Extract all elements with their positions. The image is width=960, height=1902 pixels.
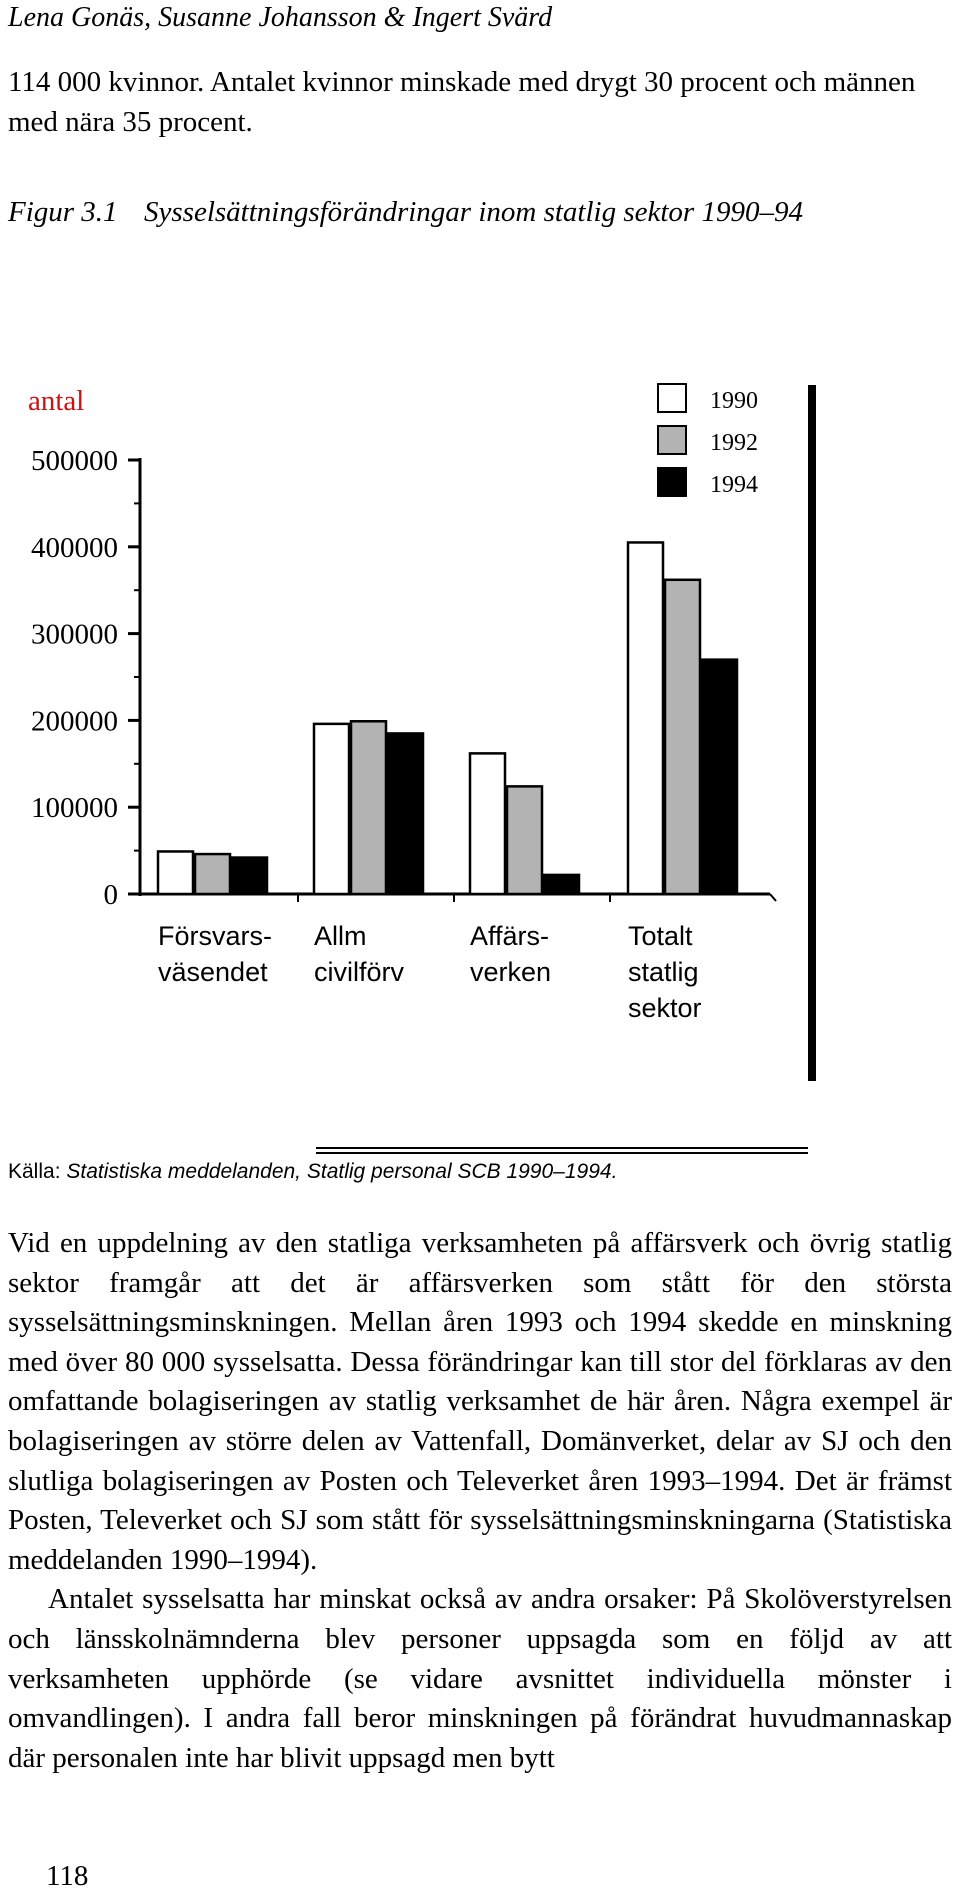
y-tick-label: 500000 bbox=[31, 445, 118, 477]
bar-1990 bbox=[470, 753, 505, 894]
source-note bbox=[8, 1160, 617, 1184]
x-axis-end bbox=[770, 894, 776, 901]
page-number: 118 bbox=[46, 1860, 89, 1892]
source-text: Statistiska meddelanden, Statlig personal SCB 1990–1994. bbox=[66, 1160, 618, 1183]
x-category-label: statlig bbox=[628, 957, 699, 987]
x-category-label: väsendet bbox=[158, 957, 268, 987]
y-axis-label: antal bbox=[28, 385, 85, 417]
y-tick-label: 0 bbox=[103, 879, 118, 911]
bar-1994 bbox=[544, 875, 579, 894]
legend-label-1994: 1994 bbox=[710, 472, 758, 498]
legend-label-1990: 1990 bbox=[710, 388, 758, 414]
x-category-label: Totalt bbox=[628, 921, 693, 951]
bar-1992 bbox=[507, 786, 542, 894]
bar-1990 bbox=[158, 851, 193, 894]
bar-chart bbox=[0, 370, 960, 1090]
x-category-label: Försvars- bbox=[158, 921, 272, 951]
y-tick-label: 300000 bbox=[31, 618, 118, 651]
body-paragraph: Vid en uppdelning av den statliga verksamheten på affärsverk och övrig statlig sektor framgår att det är affärsverken som stått för den största sysselsättningsminskningen. Mellan åren 1993 och 1994 skedde en minskning med över 80 000 sysselsatta. Dessa förändringar kan till stor del förklaras av den omfattande bolagiseringen av statlig verksamhet de här åren. Några exempel är bolagiseringen av större delen av Vattenfall, Domänverket, delar av SJ och den slutliga bolagiseringen av Posten och Televerket åren 1993–1994. Det är främst Posten, Televerket och SJ som stått för sysselsättningsminskningarna (Statistiska meddelanden 1990–1994). bbox=[8, 1227, 952, 1576]
body-paragraph: Antalet sysselsatta har minskat också av andra orsaker: På Skolöverstyrelsen och länsskolnämnderna blev personer uppsagda som en följd av att verksamheten upphörde (se vidare avsnittet individuella mönster i omvandlingen). I andra fall beror minskningen på förändrat huvudmannaskap där personalen inte har blivit uppsagd men bytt bbox=[8, 1583, 952, 1774]
y-tick-label: 400000 bbox=[31, 531, 118, 564]
legend-swatch-1990 bbox=[658, 384, 686, 412]
y-tick-label: 100000 bbox=[31, 792, 118, 825]
bar-1992 bbox=[351, 721, 386, 894]
running-header: Lena Gonäs, Susanne Johansson & Ingert Svärd bbox=[8, 2, 553, 33]
source-divider bbox=[316, 1147, 808, 1154]
x-category-label: civilförv bbox=[314, 957, 405, 987]
figure-frame-bar bbox=[808, 385, 816, 1081]
bar-1994 bbox=[232, 858, 267, 894]
figure-title: Sysselsättningsförändringar inom statlig sektor 1990–94 bbox=[144, 196, 803, 228]
legend-swatch-1994 bbox=[658, 468, 686, 496]
figure-label: Figur 3.1 bbox=[8, 196, 118, 228]
x-category-label: sektor bbox=[628, 993, 702, 1023]
bar-1994 bbox=[388, 733, 423, 894]
x-category-label: verken bbox=[470, 957, 552, 987]
bar-1990 bbox=[314, 724, 349, 894]
figure-caption bbox=[8, 196, 803, 229]
x-category-label: Allm bbox=[314, 921, 367, 951]
bar-1992 bbox=[195, 854, 230, 894]
source-prefix: Källa: bbox=[8, 1160, 67, 1183]
body-text bbox=[8, 1224, 952, 1778]
legend-swatch-1992 bbox=[658, 426, 686, 454]
bar-1990 bbox=[628, 542, 663, 894]
bar-1994 bbox=[702, 660, 737, 894]
legend-label-1992: 1992 bbox=[710, 430, 758, 456]
y-tick-label: 200000 bbox=[31, 705, 118, 738]
x-category-label: Affärs- bbox=[470, 921, 550, 951]
bar-1992 bbox=[665, 580, 700, 894]
intro-paragraph: 114 000 kvinnor. Antalet kvinnor minskade med drygt 30 procent och männen med nära 35 procent. bbox=[8, 66, 916, 138]
